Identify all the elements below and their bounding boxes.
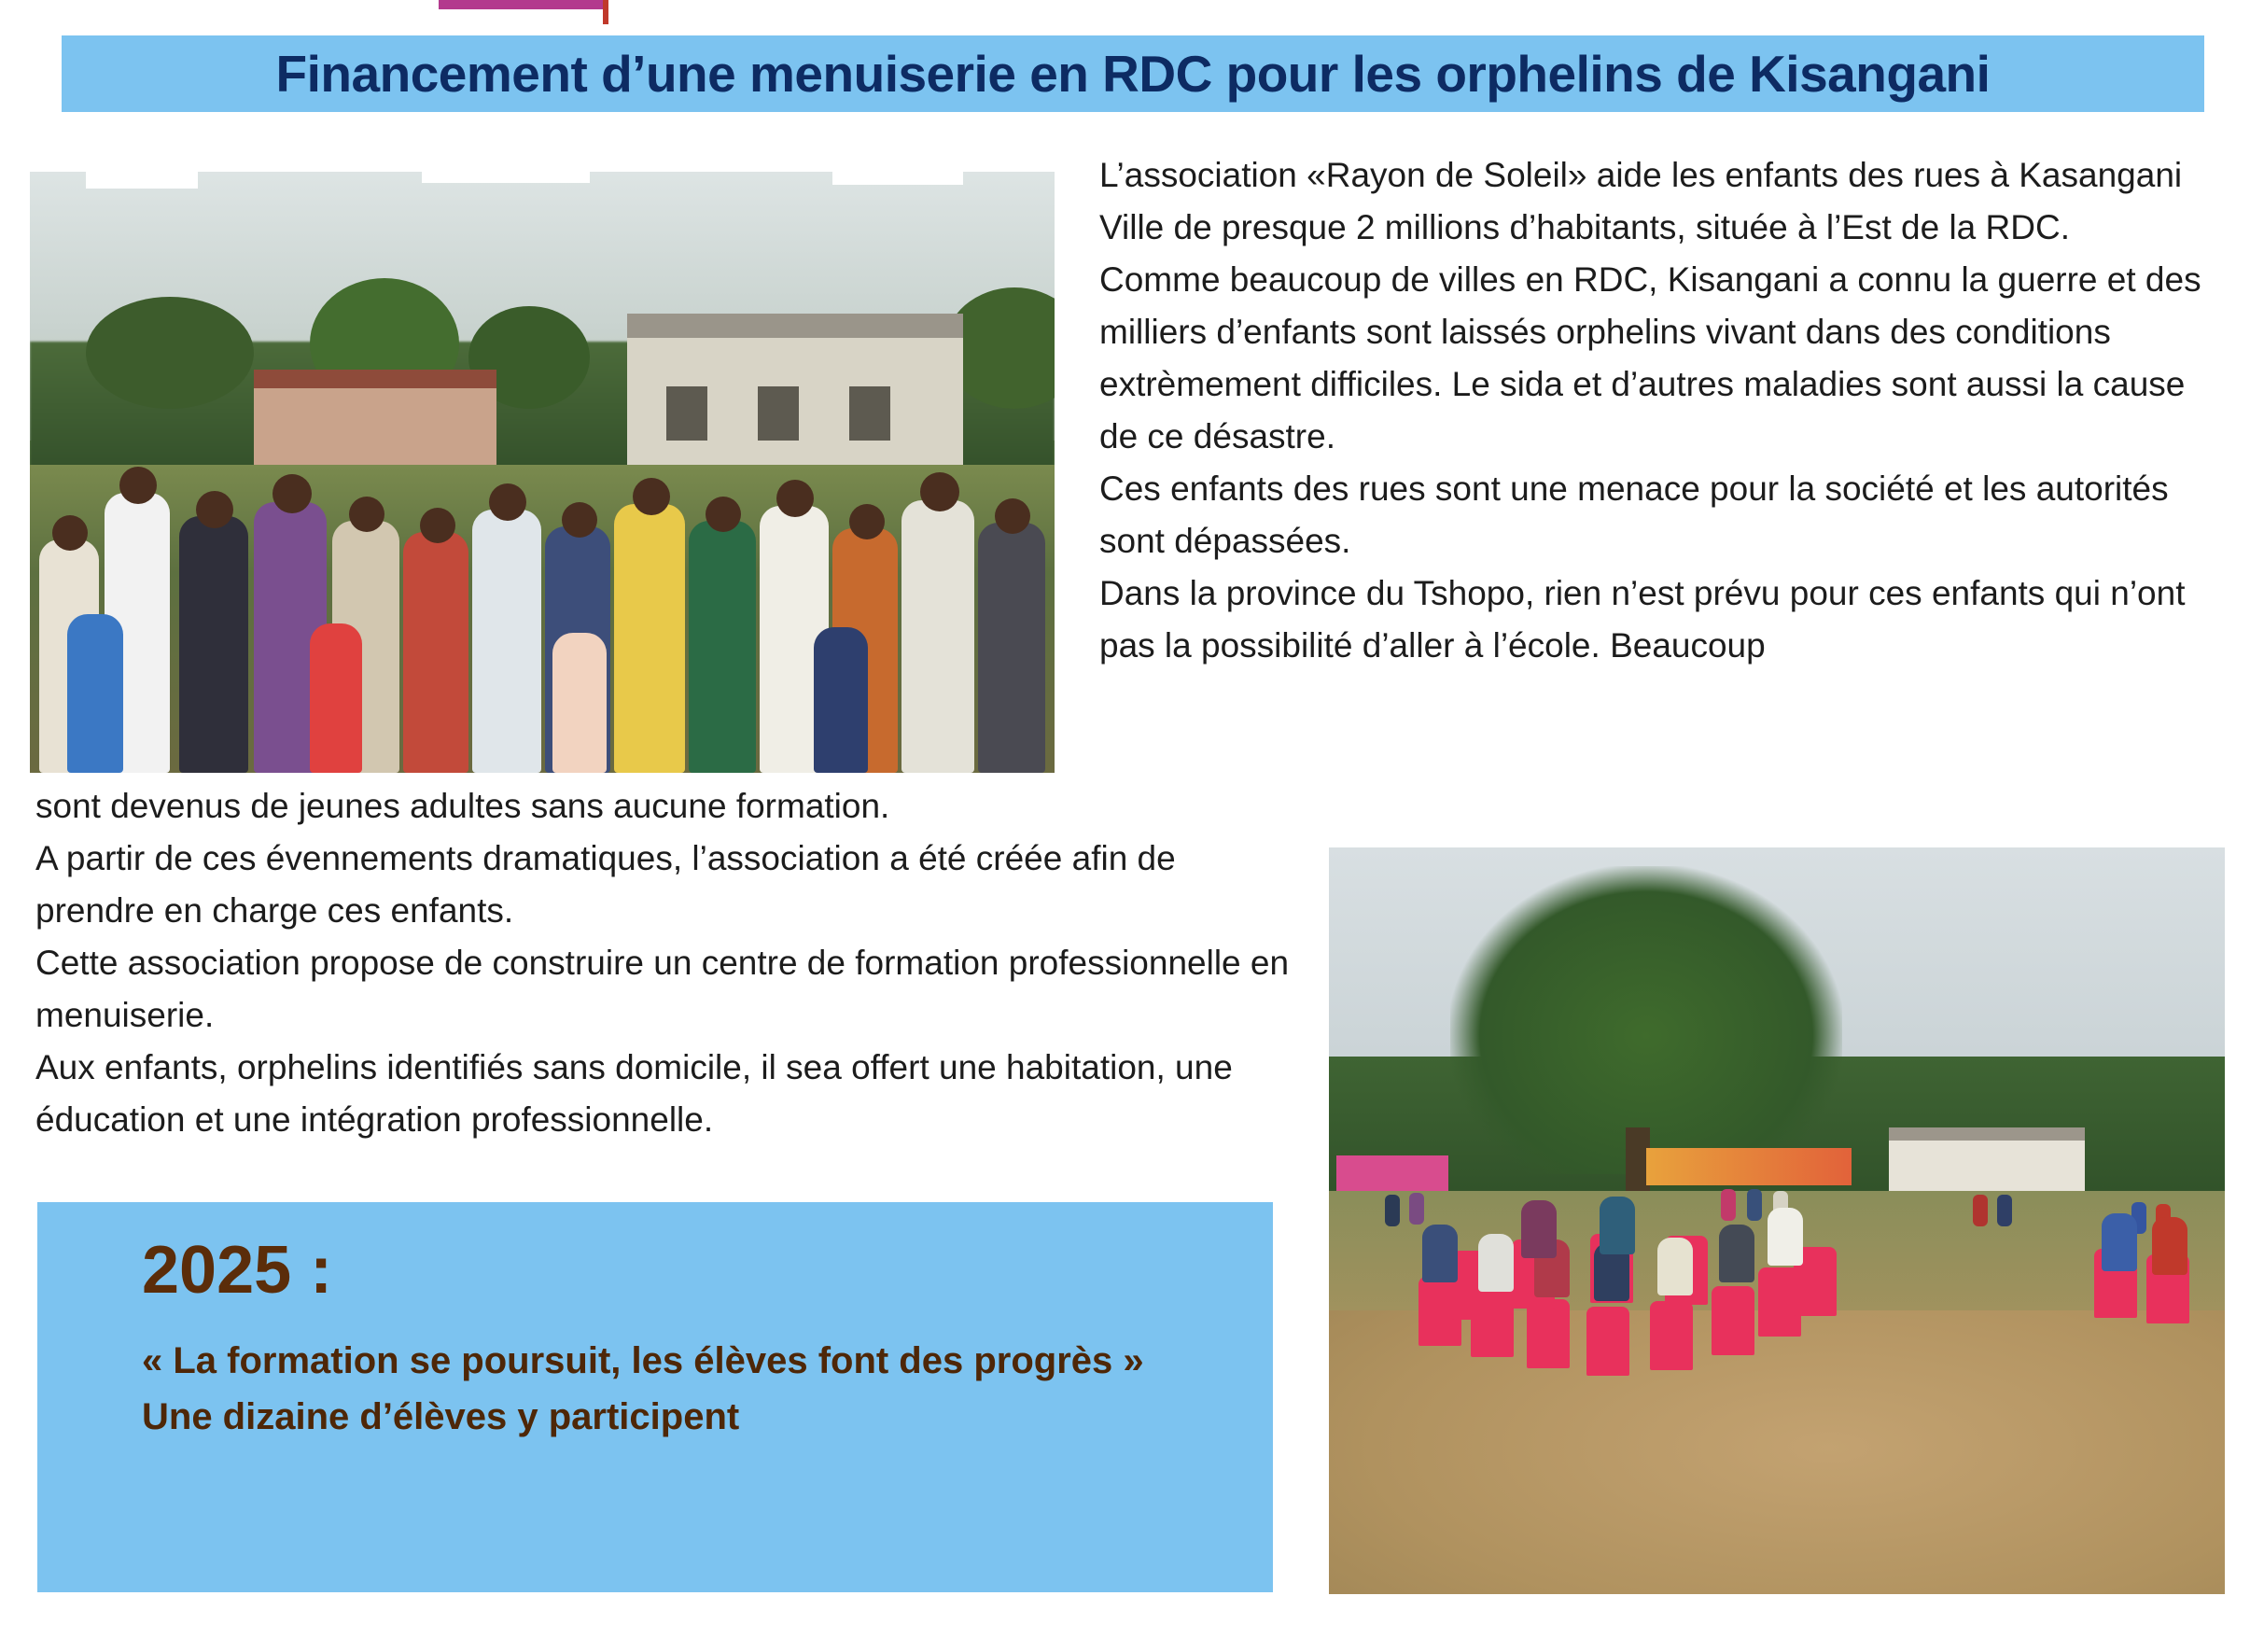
paragraph: Comme beaucoup de villes en RDC, Kisangani a connu la guerre et des milliers d’enfants sont laissés orphelins vivant dans des conditions extrèmement difficiles. Le sida et d’autres maladies sont aussi la cause de ce désastre. [1099, 260, 2201, 455]
photo-white-edge [86, 157, 198, 189]
paragraph: Aux enfants, orphelins identifiés sans domicile, il sea offert une habitation, une éducation et une intégration professionnelle. [35, 1048, 1233, 1139]
group-photo [30, 157, 1055, 773]
photo-white-edge [832, 157, 963, 185]
body-text-left [35, 780, 1295, 1146]
photo-tree [86, 297, 254, 409]
photo-person [1385, 1195, 1400, 1226]
photo-student [1422, 1225, 1458, 1282]
photo-tent-orange [1646, 1148, 1852, 1185]
photo-person [1997, 1195, 2012, 1226]
page-title: Financement d’une menuiserie en RDC pour les orphelins de Kisangani [275, 45, 1991, 103]
photo-crowd [30, 403, 1055, 773]
class-photo [1329, 847, 2225, 1594]
callout-lines [142, 1333, 1224, 1445]
photo-student [2152, 1217, 2187, 1275]
photo-person [1973, 1195, 1988, 1226]
photo-student [1521, 1200, 1557, 1258]
paragraph: Ces enfants des rues sont une menace pour la société et les autorités sont dépassées. [1099, 469, 2169, 560]
photo-white-edge [422, 157, 590, 183]
photo-chair [1586, 1307, 1629, 1376]
paragraph: L’association «Rayon de Soleil» aide les enfants des rues à Kasangani Ville de presque 2 millions d’habitants, située à l’Est de la RDC. [1099, 156, 2183, 246]
photo-student [2102, 1213, 2137, 1271]
callout-year: 2025 : [142, 1233, 333, 1308]
title-banner [62, 35, 2204, 112]
intro-text-right [1099, 149, 2210, 672]
callout-box-2025 [37, 1202, 1273, 1592]
callout-line: Une dizaine d’élèves y participent [142, 1396, 740, 1437]
callout-line: « La formation se poursuit, les élèves font des progrès » [142, 1340, 1144, 1381]
photo-student [1657, 1238, 1693, 1295]
photo-chair [1712, 1286, 1754, 1355]
photo-student [1719, 1225, 1754, 1282]
photo-chair [1650, 1301, 1693, 1370]
stray-mark-magenta [439, 0, 603, 9]
photo-student [1600, 1197, 1635, 1254]
photo-person [1747, 1189, 1762, 1221]
photo-dirt [1329, 1310, 2225, 1594]
paragraph: Cette association propose de construire un centre de formation professionnelle en menuiserie. [35, 944, 1290, 1034]
paragraph: sont devenus de jeunes adultes sans aucune formation. [35, 787, 890, 825]
photo-student [1478, 1234, 1514, 1292]
photo-chair [1527, 1299, 1570, 1368]
stray-mark-red [603, 0, 608, 24]
paragraph: Dans la province du Tshopo, rien n’est prévu pour ces enfants qui n’ont pas la possibilité d’aller à l’école. Beaucoup [1099, 574, 2186, 665]
photo-person [1409, 1193, 1424, 1225]
photo-person [1721, 1189, 1736, 1221]
paragraph: A partir de ces évennements dramatiques, l’association a été créée afin de prendre en charge ces enfants. [35, 839, 1176, 930]
photo-student [1768, 1208, 1803, 1266]
